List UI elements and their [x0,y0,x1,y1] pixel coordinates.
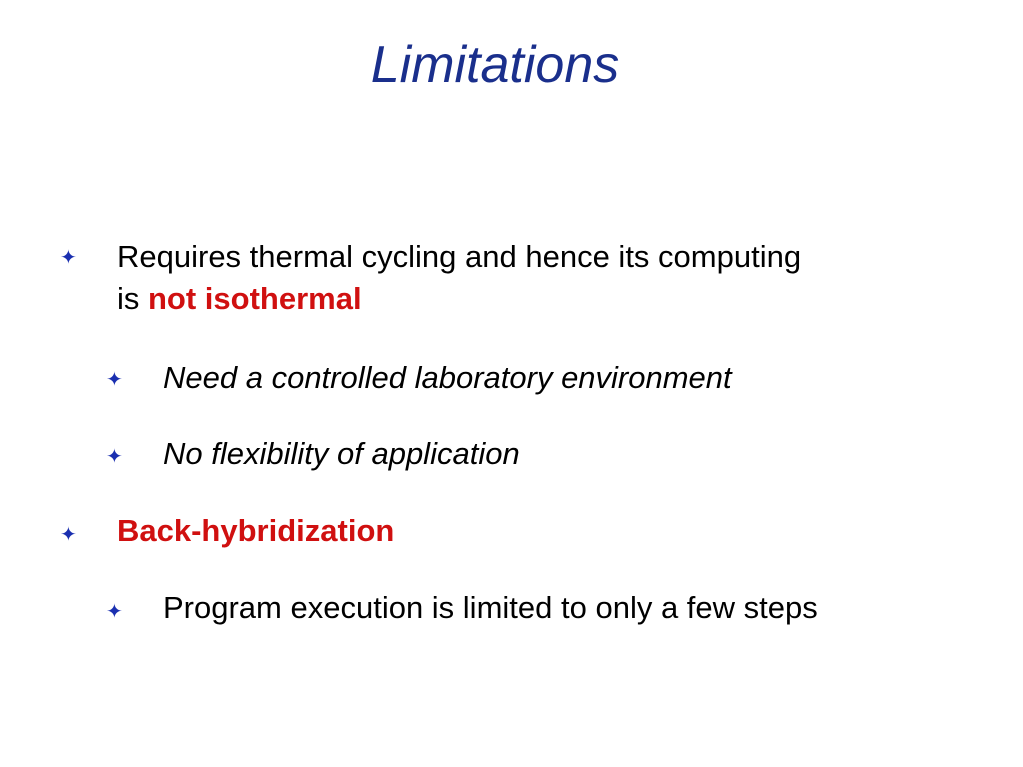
sub-bullet-star-icon: ✦ [106,369,123,391]
sub-bullet-star-icon: ✦ [106,601,123,623]
slide-title: Limitations [370,36,620,94]
sub-bullet-text-flexibility: No flexibility of application [163,436,520,471]
bullet-star-icon: ✦ [60,524,77,546]
sub-bullet-text-lab-environment: Need a controlled laboratory environment [163,360,732,395]
bullet-text-line1: Requires thermal cycling and hence its computing [117,239,802,274]
bullet-text-thermal-cycling [117,236,801,320]
sub-bullet-text-program-execution: Program execution is limited to only a few steps [163,590,818,625]
bullet-text-back-hybridization: Back-hybridization [117,513,395,548]
emphasis-not-isothermal: not isothermal [148,281,362,316]
sub-bullet-star-icon: ✦ [106,446,123,468]
bullet-text-line2-prefix: is [117,281,148,316]
bullet-star-icon: ✦ [60,247,77,269]
